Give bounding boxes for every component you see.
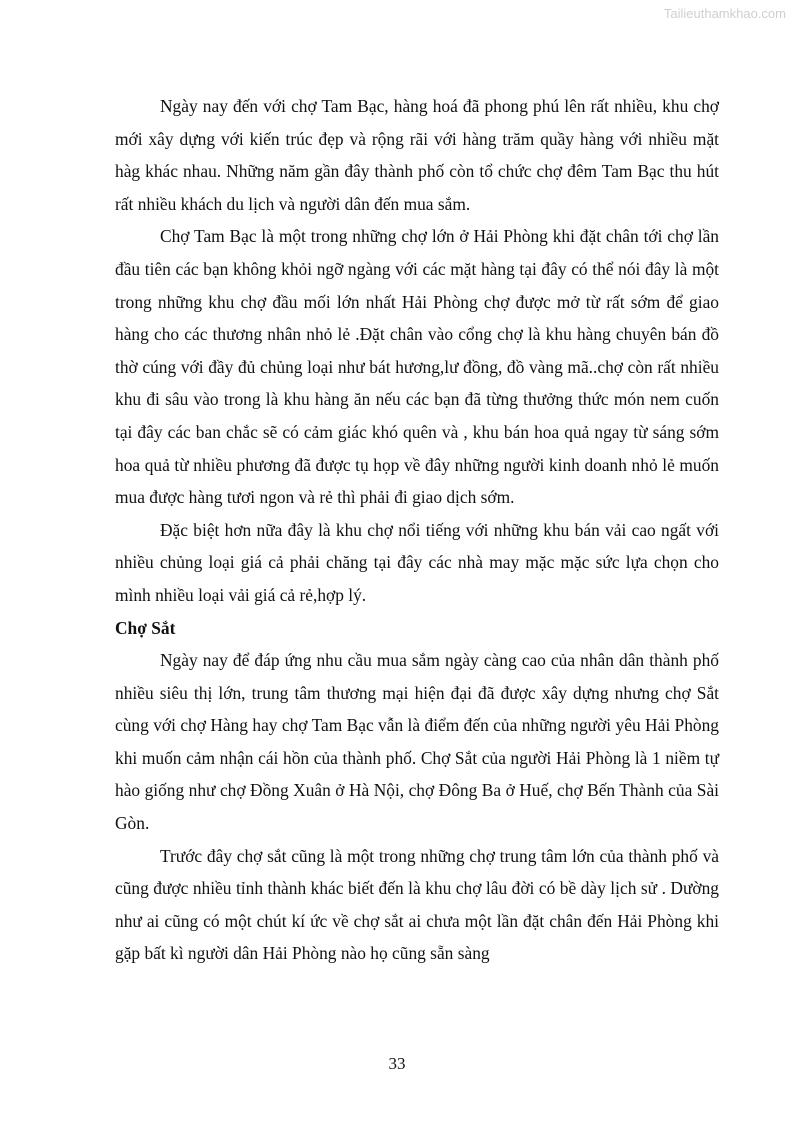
paragraph-tam-bac-intro: Ngày nay đến với chợ Tam Bạc, hàng hoá đã phong phú lên rất nhiều, khu chợ mới xây dựng với kiến trúc đẹp và rộng rãi với hàng trăm quầy hàng với nhiều mặt hàg khác nhau. Những năm gần đây thành phố còn tổ chức chợ đêm Tam Bạc thu hút rất nhiều khách du lịch và người dân đến mua sắm. — [115, 96, 719, 214]
paragraph-cho-sat-history: Trước đây chợ sắt cũng là một trong những chợ trung tâm lớn của thành phố và cũng được nhiều tỉnh thành khác biết đến là khu chợ lâu đời có bề dày lịch sử . Dường như ai cũng có một chút kí ức về chợ sắt ai chưa một lần đặt chân đến Hải Phòng khi gặp bất kì người dân Hải Phòng nào họ cũng sẵn sàng — [115, 845, 719, 964]
paragraph-tam-bac-fabric: Đặc biệt hơn nữa đây là khu chợ nổi tiếng với những khu bán vải cao ngất với nhiều chủng loại giá cả phải chăng tại đây các nhà may mặc mặc sức lựa chọn cho mình nhiều loại vải giá cả rẻ,hợp lý. — [115, 519, 719, 605]
page-number: 33 — [388, 1054, 406, 1073]
watermark-text: Tailieuthamkhao.com — [663, 6, 786, 21]
document-body — [115, 90, 719, 970]
paragraph-cho-sat-intro: Ngày nay để đáp ứng nhu cầu mua sắm ngày càng cao của nhân dân thành phố nhiều siêu thị lớn, trung tâm thương mại hiện đại đã được xây dựng nhưng chợ Sắt cùng với chợ Hàng hay chợ Tam Bạc vẫn là điểm đến của những người yêu Hải Phòng khi muốn cảm nhận cái hồn của thành phố. Chợ Sắt của người Hải Phòng là 1 niềm tự hào giống như chợ Đồng Xuân ở Hà Nội, chợ Đông Ba ở Huế, chợ Bến Thành của Sài Gòn. — [115, 650, 719, 834]
section-heading-cho-sat: Chợ Sắt — [115, 617, 176, 638]
paragraph-tam-bac-details: Chợ Tam Bạc là một trong những chợ lớn ở Hải Phòng khi đặt chân tới chợ lần đầu tiên các bạn không khỏi ngỡ ngàng với các mặt hàng tại đây có thể nói đây là một trong những khu chợ đầu mối lớn nhất Hải Phòng chợ được mở từ rất sớm để giao hàng cho các thương nhân nhỏ lẻ .Đặt chân vào cổng chợ là khu hàng chuyên bán đồ thờ cúng với đầy đủ chủng loại như bát hương,lư đồng, đồ vàng mã..chợ còn rất nhiều khu đi sâu vào trong là khu hàng ăn nếu các bạn đã từng thưởng thức món nem cuốn tại đây các ban chắc sẽ có cảm giác khó quên và , khu bán hoa quả ngay từ sáng sớm hoa quả từ nhiều phương đã được tụ họp về đây những người kinh doanh nhỏ lẻ muốn mua được hàng tươi ngon và rẻ thì phải đi giao dịch sớm. — [115, 226, 719, 508]
